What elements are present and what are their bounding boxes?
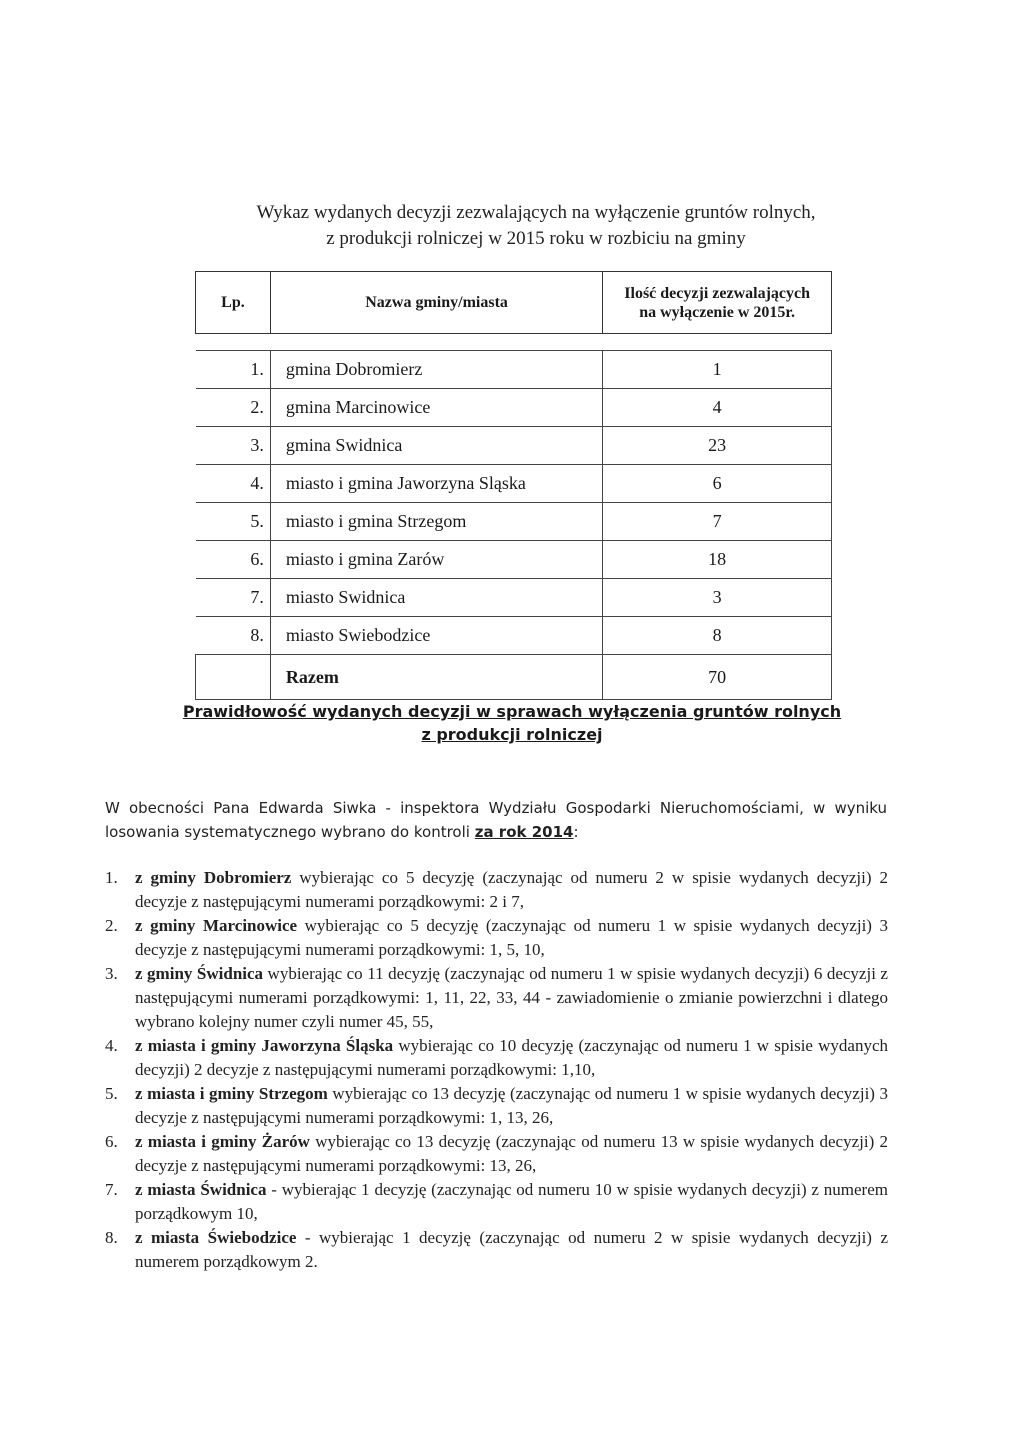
title-line-1: Wykaz wydanych decyzji zezwalających na wyłączenie gruntów rolnych, (256, 202, 816, 223)
row-count: 18 (603, 541, 832, 579)
list-item (105, 1034, 888, 1082)
row-name: miasto i gmina Strzegom (270, 503, 602, 541)
table-total-row (196, 655, 832, 700)
list-item (105, 1082, 888, 1130)
list-item-number: 7. (105, 1180, 118, 1199)
total-lp-cell (196, 655, 271, 700)
list-item (105, 1178, 888, 1226)
intro-paragraph (105, 796, 887, 844)
section-heading (150, 700, 874, 746)
row-count: 6 (603, 465, 832, 503)
list-item-number: 1. (105, 868, 118, 887)
list-item-number: 3. (105, 964, 118, 983)
row-lp: 4. (196, 465, 271, 503)
table-row (196, 617, 832, 655)
list-item-subject: z miasta i gminy Żarów (135, 1132, 310, 1151)
row-count: 4 (603, 389, 832, 427)
row-count: 8 (603, 617, 832, 655)
list-item-subject: z gminy Świdnica (135, 964, 264, 983)
row-name: miasto i gmina Jaworzyna Sląska (270, 465, 602, 503)
header-lp: Lp. (196, 272, 271, 334)
row-count: 1 (603, 351, 832, 389)
table-row (196, 427, 832, 465)
header-count (603, 272, 832, 334)
list-item-text: wybierając co 10 decyzję (zaczynając od numeru 1 w spisie wydanych decyzji) 2 decyzje z następującymi numerami porządkowymi: 1,10, (135, 1036, 889, 1079)
table-gap-row (196, 334, 832, 351)
list-item-subject: z miasta i gminy Jaworzyna Śląska (135, 1036, 394, 1055)
list-item-text: wybierając co 13 decyzję (zaczynając od numeru 13 w spisie wydanych decyzji) 2 decyzje z następującymi numerami porządkowymi: 13, 26, (135, 1132, 888, 1175)
total-count: 70 (603, 655, 832, 700)
list-item-number: 2. (105, 916, 118, 935)
row-lp: 3. (196, 427, 271, 465)
row-lp: 1. (196, 351, 271, 389)
table-row (196, 503, 832, 541)
list-item (105, 962, 888, 1034)
list-item (105, 1130, 888, 1178)
table-row (196, 579, 832, 617)
list-item-subject: z miasta Świdnica (135, 1180, 267, 1199)
list-item (105, 1226, 888, 1274)
list-item-subject: z gminy Dobromierz (135, 868, 292, 887)
list-item (105, 914, 888, 962)
row-count: 3 (603, 579, 832, 617)
header-count-line-2: na wyłączenie w 2015r. (639, 303, 796, 321)
total-label: Razem (270, 655, 602, 700)
intro-year: za rok 2014 (474, 823, 574, 841)
list-item-text: - wybierając 1 decyzję (zaczynając od numeru 2 w spisie wydanych decyzji) z numerem porządkowym 2. (135, 1228, 888, 1271)
row-name: miasto i gmina Zarów (270, 541, 602, 579)
row-name: gmina Marcinowice (270, 389, 602, 427)
row-lp: 2. (196, 389, 271, 427)
section-heading-line-1: Prawidłowość wydanych decyzji w sprawach wyłączenia gruntów rolnych (182, 702, 842, 721)
row-name: miasto Swiebodzice (270, 617, 602, 655)
list-item-text: wybierając co 11 decyzję (zaczynając od numeru 1 w spisie wydanych decyzji) 6 decyzji z następującymi numerami porządkowymi: 1, 11, 22, 33, 44 - zawiadomienie o zmianie powierzchni i dlatego wybrano kolejny numer czyli numer 45, 55, (135, 964, 888, 1031)
list-item-text: wybierając co 13 decyzję (zaczynając od numeru 1 w spisie wydanych decyzji) 3 decyzje z następującymi numerami porządkowymi: 1, 13, 26, (135, 1084, 888, 1127)
list-item-text: wybierając co 5 decyzję (zaczynając od numeru 1 w spisie wydanych decyzji) 3 decyzje z następującymi numerami porządkowymi: 1, 5, 10, (135, 916, 889, 959)
list-item-text: wybierając co 5 decyzję (zaczynając od numeru 2 w spisie wydanych decyzji) 2 decyzje z następującymi numerami porządkowymi: 2 i 7, (135, 868, 888, 911)
decisions-table (195, 271, 832, 700)
list-item-number: 8. (105, 1228, 118, 1247)
selection-list (105, 866, 888, 1274)
row-name: gmina Dobromierz (270, 351, 602, 389)
table-body (196, 351, 832, 655)
list-item-subject: z miasta Świebodzice (135, 1228, 297, 1247)
table-row (196, 541, 832, 579)
row-name: miasto Swidnica (270, 579, 602, 617)
row-count: 7 (603, 503, 832, 541)
header-count-line-1: Ilość decyzji zezwalających (624, 284, 810, 302)
list-item-text: - wybierając 1 decyzję (zaczynając od numeru 10 w spisie wydanych decyzji) z numerem porządkowym 10, (135, 1180, 888, 1223)
intro-end: : (573, 823, 579, 841)
table-header-row (196, 272, 832, 334)
row-lp: 8. (196, 617, 271, 655)
row-lp: 7. (196, 579, 271, 617)
table-row (196, 389, 832, 427)
row-name: gmina Swidnica (270, 427, 602, 465)
list-item (105, 866, 888, 914)
list-item-number: 6. (105, 1132, 118, 1151)
table-row (196, 351, 832, 389)
intro-text: W obecności Pana Edwarda Siwka - inspektora Wydziału Gospodarki Nieruchomościami, w wyniku losowania systematycznego wybrano do kontroli (105, 799, 887, 841)
section-heading-line-2: z produkcji rolniczej (421, 725, 603, 744)
table-row (196, 465, 832, 503)
list-item-subject: z miasta i gminy Strzegom (135, 1084, 328, 1103)
row-count: 23 (603, 427, 832, 465)
row-lp: 5. (196, 503, 271, 541)
list-item-number: 5. (105, 1084, 118, 1103)
title-line-2: z produkcji rolniczej w 2015 roku w rozbiciu na gminy (326, 228, 746, 249)
list-item-subject: z gminy Marcinowice (135, 916, 298, 935)
page-title (200, 200, 872, 252)
header-name: Nazwa gminy/miasta (270, 272, 602, 334)
list-item-number: 4. (105, 1036, 118, 1055)
row-lp: 6. (196, 541, 271, 579)
